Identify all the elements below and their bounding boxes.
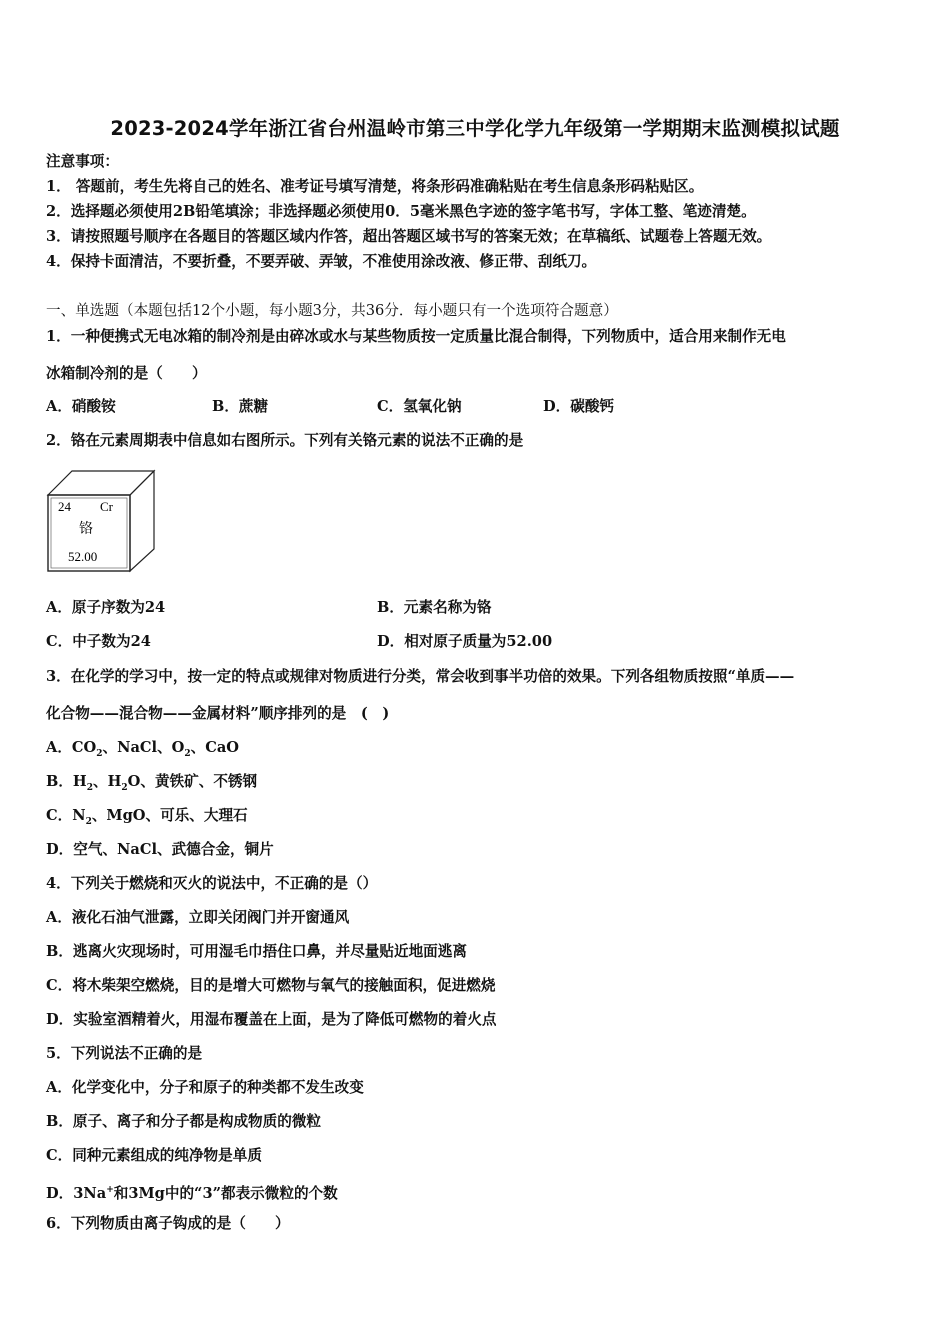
q3-option-b: B．$H_2$、$H_2O$、黄铁矿、不锈钢 (46, 773, 258, 793)
q1-stem-line1: 1．一种便携式无电冰箱的制冷剂是由碎冰或水与某些物质按一定质量比混合制得，下列物质中，适合用来制作无电 (46, 328, 786, 345)
q1-option-d: D．碳酸钙 (543, 398, 615, 415)
q5-stem: 5．下列说法不正确的是 (46, 1045, 203, 1062)
notice-item: 2．选择题必须使用2B铅笔填涂；非选择题必须使用0．5毫米黑色字迹的签字笔书写，字体工整、笔迹清楚。 (46, 203, 756, 220)
q4-option-b: B．逃离火灾现场时，可用湿毛巾捂住口鼻，并尽量贴近地面逃离 (46, 943, 467, 960)
q3-stem-line2: 化合物——混合物——金属材料”顺序排列的是 ( ) (46, 705, 390, 722)
q2-option-d: D．相对原子质量为52.00 (377, 633, 553, 650)
q3-option-c: C．$N_2$、MgO、可乐、大理石 (46, 807, 248, 827)
q2-option-a: A．原子序数为24 (46, 599, 166, 616)
q5-option-b: B．原子、离子和分子都是构成物质的微粒 (46, 1113, 322, 1130)
q3-option-a: A．$CO_2$、NaCl、$O_2$、CaO (46, 739, 240, 759)
q1-stem-line2: 冰箱制冷剂的是（ ） (46, 365, 207, 382)
q4-option-a: A．液化石油气泄露，立即关闭阀门并开窗通风 (46, 909, 350, 926)
section-heading: 一、单选题（本题包括12个小题，每小题3分，共36分．每小题只有一个选项符合题意） (46, 302, 618, 319)
notice-item: 1． 答题前，考生先将自己的姓名、准考证号填写清楚，将条形码准确粘贴在考生信息条形码粘贴区。 (46, 178, 704, 195)
element-cell-diagram (46, 469, 158, 573)
notice-heading: 注意事项： (46, 153, 119, 170)
element-name: 铬 (79, 521, 93, 537)
element-number: 24 (58, 499, 71, 514)
q3-stem-line1: 3．在化学的学习中，按一定的特点或规律对物质进行分类，常会收到事半功倍的效果。下列各组物质按照“单质—— (46, 668, 795, 685)
q2-option-c: C．中子数为24 (46, 633, 151, 650)
element-symbol: Cr (100, 499, 113, 514)
q4-stem: 4．下列关于燃烧和灭火的说法中，不正确的是（） (46, 875, 378, 892)
q4-option-d: D．实验室酒精着火，用湿布覆盖在上面，是为了降低可燃物的着火点 (46, 1011, 497, 1028)
q3-option-d: D．空气、NaCl、武德合金，铜片 (46, 841, 274, 858)
q2-option-b: B．元素名称为铬 (377, 599, 492, 616)
q4-option-c: C．将木柴架空燃烧，目的是增大可燃物与氧气的接触面积，促进燃烧 (46, 977, 496, 994)
exam-title: 2023-2024学年浙江省台州温岭市第三中学化学九年级第一学期期末监测模拟试题 (110, 117, 840, 140)
q2-stem: 2．铬在元素周期表中信息如右图所示。下列有关铬元素的说法不正确的是 (46, 432, 524, 449)
notice-item: 4．保持卡面清洁，不要折叠，不要弄破、弄皱，不准使用涂改液、修正带、刮纸刀。 (46, 253, 597, 270)
q6-stem: 6．下列物质由离子钩成的是（ ） (46, 1215, 290, 1232)
q5-option-a: A．化学变化中，分子和原子的种类都不发生改变 (46, 1079, 364, 1096)
q5-option-d: D．3Na+和3Mg中的“3”都表示微粒的个数 (46, 1184, 338, 1202)
q1-option-b: B．蔗糖 (212, 398, 269, 415)
notice-item: 3．请按照题号顺序在各题目的答题区域内作答，超出答题区域书写的答案无效；在草稿纸、试题卷上答题无效。 (46, 228, 772, 245)
q5-option-c: C．同种元素组成的纯净物是单质 (46, 1147, 262, 1164)
element-mass: 52.00 (68, 549, 98, 564)
q1-option-a: A．硝酸铵 (46, 398, 116, 415)
q1-option-c: C．氢氧化钠 (377, 398, 462, 415)
